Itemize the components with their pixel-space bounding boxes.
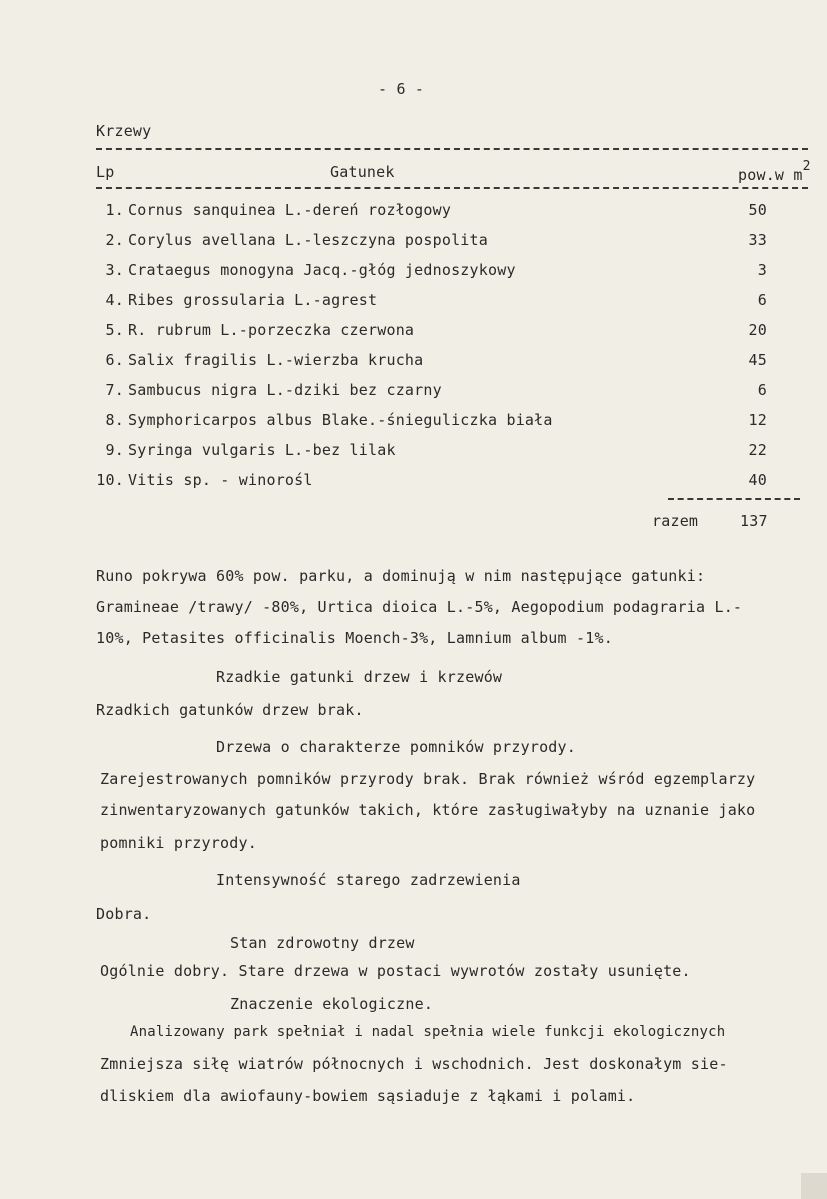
species-name: Cornus sanquinea L.-dereń rozłogowy (128, 201, 452, 219)
rare-species-text: Rzadkich gatunków drzew brak. (96, 701, 364, 719)
ecology-heading: Znaczenie ekologiczne. (230, 995, 434, 1013)
monuments-line: pomniki przyrody. (100, 834, 257, 852)
health-heading: Stan zdrowotny drzew (230, 934, 415, 952)
table-row (0, 291, 827, 315)
runo-line: Gramineae /trawy/ -80%, Urtica dioica L.-5%, Aegopodium podagraria L.- (96, 598, 743, 616)
area-value: 50 (748, 201, 767, 219)
row-number: 10. (96, 471, 124, 489)
row-number: 3. (105, 261, 124, 279)
species-name: Ribes grossularia L.-agrest (128, 291, 378, 309)
table-header-rule (96, 187, 808, 189)
species-name: Vitis sp. - winorośl (128, 471, 313, 489)
health-text: Ogólnie dobry. Stare drzewa w postaci wywrotów zostały usunięte. (100, 962, 691, 980)
monuments-line: Zarejestrowanych pomników przyrody brak. Brak również wśród egzemplarzy (100, 770, 756, 788)
total-label: razem (652, 512, 699, 530)
runo-line: 10%, Petasites officinalis Moench-3%, Lamnium album -1%. (96, 629, 613, 647)
row-number: 6. (105, 351, 124, 369)
area-unit-superscript: 2 (802, 159, 811, 174)
rare-species-heading: Rzadkie gatunki drzew i krzewów (216, 668, 503, 686)
table-row (0, 231, 827, 255)
row-number: 5. (105, 321, 124, 339)
column-header-lp: Lp (96, 163, 115, 181)
area-value: 6 (757, 291, 767, 309)
species-name: Symphoricarpos albus Blake.-śnieguliczka biała (128, 411, 553, 429)
area-value: 3 (757, 261, 767, 279)
column-header-area (738, 159, 811, 184)
species-name: R. rubrum L.-porzeczka czerwona (128, 321, 415, 339)
species-name: Syringa vulgaris L.-bez lilak (128, 441, 396, 459)
area-value: 20 (748, 321, 767, 339)
table-row (0, 321, 827, 345)
scan-corner-mark (801, 1173, 827, 1199)
column-header-species: Gatunek (330, 163, 395, 181)
area-unit-label: pow.w m (738, 166, 803, 184)
monuments-line: zinwentaryzowanych gatunków takich, które zasługiwałyby na uznanie jako (100, 801, 756, 819)
intensity-text: Dobra. (96, 905, 152, 923)
table-top-rule (96, 148, 808, 150)
runo-line: Runo pokrywa 60% pow. parku, a dominują w nim następujące gatunki: (96, 567, 706, 585)
species-name: Crataegus monogyna Jacq.-głóg jednoszykowy (128, 261, 516, 279)
row-number: 8. (105, 411, 124, 429)
row-number: 2. (105, 231, 124, 249)
area-value: 6 (757, 381, 767, 399)
ecology-line: dliskiem dla awiofauny-bowiem sąsiaduje z łąkami i polami. (100, 1087, 636, 1105)
area-value: 12 (748, 411, 767, 429)
area-value: 40 (748, 471, 767, 489)
row-number: 9. (105, 441, 124, 459)
table-row (0, 441, 827, 465)
species-name: Corylus avellana L.-leszczyna pospolita (128, 231, 488, 249)
table-row (0, 411, 827, 435)
area-value: 33 (748, 231, 767, 249)
monuments-heading: Drzewa o charakterze pomników przyrody. (216, 738, 576, 756)
species-name: Sambucus nigra L.-dziki bez czarny (128, 381, 442, 399)
section-title: Krzewy (96, 122, 152, 140)
page-number: - 6 - (378, 80, 425, 98)
area-value: 22 (748, 441, 767, 459)
area-value: 45 (748, 351, 767, 369)
intensity-heading: Intensywność starego zadrzewienia (216, 871, 521, 889)
table-row (0, 351, 827, 375)
total-rule (668, 498, 800, 500)
ecology-line: Zmniejsza siłę wiatrów północnych i wschodnich. Jest doskonałym sie- (100, 1055, 728, 1073)
table-row (0, 471, 827, 495)
table-row (0, 261, 827, 285)
total-value: 137 (740, 512, 768, 530)
row-number: 7. (105, 381, 124, 399)
species-name: Salix fragilis L.-wierzba krucha (128, 351, 424, 369)
row-number: 4. (105, 291, 124, 309)
row-number: 1. (105, 201, 124, 219)
table-row (0, 201, 827, 225)
ecology-line: Analizowany park spełniał i nadal spełnia wiele funkcji ekologicznych (130, 1024, 726, 1040)
table-row (0, 381, 827, 405)
